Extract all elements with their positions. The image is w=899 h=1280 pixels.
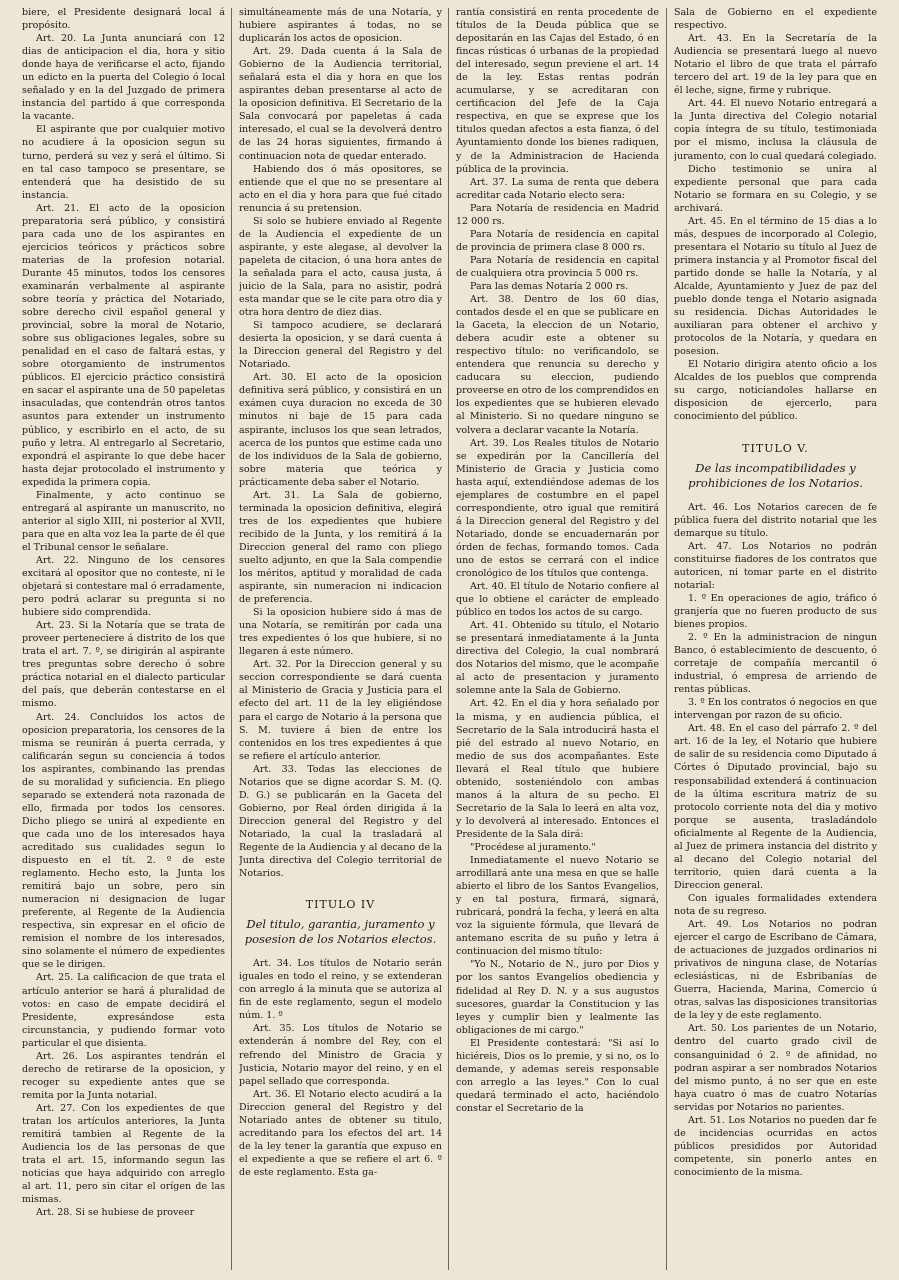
section-subheading: De las incompatibilidades y prohibiciones de los Notarios. [688,460,863,490]
paragraph: Art. 48. En el caso del párrafo 2. º del art. 16 de la ley, el Notario que hubiere de salir de su residencia como Diputado á Córtes ó Diputado provincial, bajo su responsabilidad extenderá á continuacion de la última escritura matriz de su protocolo corriente nota del dia y motivo porque se ausenta, trasladándolo oficialmente al Regente de la Audiencia, al Juez de primera instancia del distrito y al decano del Colegio notarial del territorio, quien dará cuenta a la Direccion general. [674,723,877,891]
paragraph: Art. 51. Los Notarios no pueden dar fe de incidencias ocurridas en actos públicos presididos por Autoridad competente, sin ponerlo antes en conocimiento de la misma. [674,1114,877,1178]
paragraph: Art. 47. Los Notarios no podrán constituirse fiadores de los contratos que autoricen, ni tomar parte en el distrito notarial: [674,540,877,591]
text-column-1 [22,6,225,1274]
section-subheading: Del titulo, garantia, juramento y posesion de los Notarios electos. [244,917,437,947]
paragraph: Art. 40. El título de Notario confiere al que lo obtiene el carácter de empleado público en todos los actos de su cargo. [456,581,659,619]
paragraph: Con iguales formalidades extendera nota de su regreso. [674,892,877,917]
paragraph: Art. 32. Por la Direccion general y su seccion correspondiente se dará cuenta al Ministerio de Gracia y Justicia para el efecto del art. 11 de la ley eligiéndose para el cargo de Notario á la persona que S. M. tuviere á bien de entre los contenidos en los tres expedientes á que se refiere el artículo anterior. [239,659,442,762]
paragraph: Art. 33. Todas las elecciones de Notarios que se digne acordar S. M. (Q. D. G.) se publicarán en la Gaceta del Gobierno, por Real órden dirigida á la Direccion general del Registro y del Notariado, la cual la trasladará al Regente de la Audiencia y al decano de la Junta directiva del Colegio territorial de Notarios. [239,763,442,880]
text-column-2 [239,6,442,1274]
paragraph: Art. 28. Si se hubiese de proveer [36,1207,195,1219]
paragraph: 2. º En la administracion de ningun Banco, ó establecimiento de descuento, ó corretaje de compañía mercantil ó industrial, ó empresa de arriendo de rentas públicas. [674,632,877,696]
paragraph: Art. 25. La calificacion de que trata el artículo anterior se hará á pluralidad de votos: en caso de empate decidirá el Presidente, expresándose esta circunstancia, y pudiendo formar voto particular el que disienta. [22,972,225,1049]
column-divider [448,8,449,1270]
paragraph: Art. 23. Si la Notaría que se trata de proveer perteneciere á distrito de los que trata el art. 7. º, se dirigirán al aspirante tres preguntas sobre derecho ó sobre práctica notarial en el dialecto particular del país, que deberán contestarse en el mismo. [22,620,225,710]
paragraph: Art. 44. El nuevo Notario entregará a la Junta directiva del Colegio notarial copia íntegra de su título, testimoniada por el mismo, inclusa la cláusula de juramento, con lo cual quedará colegiado. [674,98,877,162]
paragraph: Habiendo dos ó más opositores, se entiende que el que no se presentare al acto en el dia y hora para que fué citado renuncia á su pretension. [239,163,442,214]
paragraph: Art. 46. Los Notarios carecen de fe pública fuera del distrito notarial que les demarque su título. [674,501,877,539]
paragraph: "Yo N., Notario de N., juro por Dios y por los santos Evangelios obediencia y fidelidad al Rey D. N. y a sus augustos sucesores, guardar la Constitucion y las leyes y cumplir bien y lealmente las obligaciones de mi cargo." [456,959,659,1036]
paragraph: Dicho testimonio se unira al expediente personal que para cada Notario se formara en su Colegio, y se archivará. [674,163,877,214]
paragraph: Art. 29. Dada cuenta á la Sala de Gobierno de la Audiencia territorial, señalará esta el dia y hora en que los aspirantes deban presentarse al acto de la oposicion definitiva. El Secretario de la Sala convocará por papeletas á cada interesado, el cual se la devolverá dentro de las 24 horas siguientes, firmando á continuacion nota de quedar enterado. [239,46,442,162]
paragraph: Art. 30. El acto de la oposicion definitiva será público, y consistirá en un exámen cuya duracion no exceda de 30 minutos ni baje de 15 para cada aspirante, inclusos los que sean letrados, acerca de los puntos que estime cada uno de los individuos de la Sala de gobierno, sobre materia que teórica y prácticamente deba saber el Notario. [239,372,442,488]
paragraph: Art. 45. En el término de 15 dias a lo más, despues de incorporado al Colegio, presentara el Notario su título al Juez de primera instancia y al Promotor fiscal del partido donde se halle la Notaría, y al Alcalde, Ayuntamiento y Juez de paz del pueblo donde tenga el Notario asignada su residencia. Dichas Autoridades le auxiliaran para obtener el archivo y protocolos de la Notaría, y quedara en posesion. [674,215,877,358]
paragraph: El aspirante que por cualquier motivo no acudiere á la oposicion segun su turno, perderá su vez y será el último. Si en tal caso tampoco se presentare, se entenderá que ha desistido de su instancia. [22,124,225,201]
paragraph: Art. 43. En la Secretaría de la Audiencia se presentará luego al nuevo Notario el libro de que trata el párrafo tercero del art. 19 de la ley para que en él leche, signe, firme y rubrique. [674,33,877,97]
paragraph: El Notario dirigira atento oficio a los Alcaldes de los pueblos que comprenda su cargo, noticiandoles hallarse en disposicion de ejercerlo, para conocimiento del público. [674,359,877,423]
paragraph: Para Notaría de residencia en capital de cualquiera otra provincia 5 000 rs. [456,254,659,279]
paragraph: Si tampoco acudiere, se declarará desierta la oposicion, y se dará cuenta á la Direccion general del Registro y del Notariado. [239,320,442,371]
paragraph: Art. 35. Los títulos de Notario se extenderán á nombre del Rey, con el refrendo del Ministro de Gracia y Justicia, Notario mayor del reino, y en el papel sellado que corresponda. [239,1023,442,1087]
section-heading: TITULO IV [305,898,376,912]
paragraph: Si la oposicion hubiere sido á mas de una Notaría, se remitirán por cada una tres expedientes ó los que hubiere, si no llegaren á este número. [239,607,442,658]
text-column-3 [456,6,659,1274]
paragraph: Art. 31. La Sala de gobierno, terminada la oposicion definitiva, elegirá tres de los expedientes que hubiere recibido de la Junta, y los remitirá á la Direccion general del ramo con pliego suelto adjunto, en que la Sala compendie los méritos, aptitud y moralidad de cada aspirante, sin numeracion ni indicacion de preferencia. [239,489,442,606]
section-heading: TITULO V. [742,441,809,455]
paragraph: Art. 36. El Notario electo acudirá a la Direccion general del Registro y del Notariado antes de obtener su titulo, acreditando para los efectos del art. 14 de la ley tener la garantía que expuso en el expediente a que se refiere el art 6. º de este reglamento. Esta ga- [239,1088,442,1178]
paragraph: Art. 26. Los aspirantes tendrán el derecho de retirarse de la oposicion, y recoger su expediente antes que se remita por la Junta notarial. [22,1050,225,1101]
paragraph: 1. º En operaciones de agio, tráfico ó granjería que no fueren producto de sus bienes propios. [674,592,877,630]
paragraph: Finalmente, y acto continuo se entregará al aspirante un manuscrito, no anterior al siglo XIII, ni posterior al XVII, para que en alta voz lea la parte de él que el Tribunal censor le señalare. [22,489,225,553]
column-divider [666,8,667,1270]
paragraph: Art. 37. La suma de renta que debera acreditar cada Notario electo sera: [456,176,659,201]
paragraph: 3. º En los contratos ó negocios en que intervengan por razon de su oficio. [674,697,877,722]
paragraph: Sala de Gobierno en el expediente respectivo. [674,7,877,32]
paragraph: Art. 39. Los Reales títulos de Notario se expedirán por la Cancillería del Ministerio de Gracia y Justicia como hasta aquí, extendiéndose ademas de los ejemplares de costumbre en el papel correspondiente, otro igual que remitirá á la Direccion general del Registro y del Notariado, donde se encuadernarán por órden de fechas, formando tomos. Cada uno de estos se cerrará con el indice cronológico de los títulos que contenga. [456,437,659,580]
paragraph: Art. 38. Dentro de los 60 dias, contados desde el en que se publicare en la Gaceta, la eleccion de un Notario, debera acudir este a obtener su respectivo título: no verificandolo, se entendera que renuncia su derecho y caducara su eleccion, pudiendo proveerse en otro de los comprendidos en los expedientes que se hubieren elevado al Ministerio. Si no quedare ninguno se volvera a declarar vacante la Notaría. [456,294,659,436]
paragraph: Art. 27. Con los expedientes de que tratan los artículos anteriores, la Junta remitirá tambien al Regente de la Audiencia los de las personas de que trata el art. 15, informando segun las noticias que haya adquirido con arreglo al art. 11, pero sin citar el orígen de las mismas. [22,1102,225,1206]
paragraph: rantía consistirá en renta procedente de títulos de la Deuda pública que se depositarán en las Cajas del Estado, ó en fincas rústicas ó urbanas de la propiedad del interesado, segun previene el art. 14 de la ley. Estas rentas podrán acumularse, y se acreditaran con certificacion del Jefe de la Caja respectiva, en que se exprese que los titulos quedan afectos a esta fianza, ó del Ayuntamiento donde los bienes radiquen, y de la Administracion de Hacienda pública de la provincia. [456,7,659,175]
paragraph: Art. 50. Los parientes de un Notario, dentro del cuarto grado civil de consanguinidad ó 2. º de afinidad, no podran aspirar a ser nombrados Notarios del mismo punto, á no ser que en este haya cuatro ó mas de cuatro Notarías servidas por Notarios no parientes. [674,1023,877,1113]
paragraph: simultáneamente más de una Notaría, y hubiere aspirantes á todas, no se duplicarán los actos de oposicion. [239,7,442,45]
paragraph: Para las demas Notaría 2 000 rs. [470,280,629,292]
paragraph: Para Notaría de residencia en capital de provincia de primera clase 8 000 rs. [456,228,659,253]
paragraph: Inmediatamente el nuevo Notario se arrodillará ante una mesa en que se halle abierto el libro de los Santos Evangelios, y en tal postura, firmará, signará, rubricará, pondrá la fecha, y leerá en alta voz la siguiente fórmula, que llevará de antemano escrita de su puño y letra á continuacion del mismo título: [456,855,659,958]
text-column-4 [674,6,877,1274]
paragraph: Art. 20. La Junta anunciará con 12 dias de anticipacion el dia, hora y sitio donde haya de verificarse el acto, fijando un edicto en la puerta del Colegio ó local señalado y en la del Juzgado de primera instancia del partido á que corresponda la vacante. [22,33,225,123]
paragraph: Art. 34. Los títulos de Notario serán iguales en todo el reino, y se extenderan con arreglo á la minuta que se autoriza al fin de este reglamento, segun el modelo núm. 1. º [239,958,442,1022]
paragraph: Art. 49. Los Notarios no podran ejercer el cargo de Escribano de Cámara, de actuaciones de juzgados ordinarios ni privativos de ninguna clase, de Notarías eclesiásticas, ni de Esbribanías de Guerra, Hacienda, Marina, Comercio ú otras, salvas las disposiciones transitorias de la ley y de este reglamento. [674,919,877,1022]
paragraph: Art. 41. Obtenido su título, el Notario se presentará inmediatamente á la Junta directiva del Colegio, la cual nombrará dos Notarios del mismo, que le acompañe al acto de presentacion y juramento solemne ante la Sala de Gobierno. [456,620,659,697]
column-divider [231,8,232,1270]
paragraph: Art. 22. Ninguno de los censores excitará al opositor que no conteste, ni le objetará si contestare mal ó erradamente, pero podrá aclarar su pregunta si no hubiere sido comprendida. [22,554,225,619]
paragraph: El Presidente contestará: "Si así lo hiciéreis, Dios os lo premie, y si no, os lo demande, y ademas sereis responsable con arreglo a las leyes." Con lo cual quedará terminado el acto, haciéndolo constar el Secretario de la [456,1037,659,1114]
paragraph: Para Notaría de residencia en Madrid 12 000 rs. [456,202,659,227]
paragraph: Si solo se hubiere enviado al Regente de la Audiencia el expediente de un aspirante, y este alegase, al devolver la papeleta de citacion, ó una hora antes de la señalada para el acto, causa justa, á juicio de la Sala, para no asistir, podrá esta mandar que se le cite para otro dia y otra hora dentro de diez dias. [239,215,442,319]
paragraph: Art. 24. Concluidos los actos de oposicion preparatoria, los censores de la misma se reunirán á puerta cerrada, y calificarán segun su conciencia á todos los aspirantes, combinando las prendas de su moralidad y suficiencia. En pliego separado se extenderá nota razonada de ello, firmada por todos los censores. Dicho pliego se unirá al expediente en que cada uno de los interesados haya acreditado sus cualidades segun lo dispuesto en el tít. 2. º de este reglamento. Hecho esto, la Junta los remitirá bajo un sobre, pero sin numeracion ni designacion de lugar preferente, al Regente de la Audiencia respectiva, sin expresar en el oficio de remision el nombre de los interesados, sino solamente el número de expedientes que se le dirigen. [22,711,225,971]
paragraph: Art. 42. En el dia y hora señalado por la misma, y en audiencia pública, el Secretario de la Sala introducirá hasta el pié del estrado al nuevo Notario, en medio de sus dos acompañantes. Este llevará el Real título que hubiere obtenido, sosteniéndolo con ambas manos á la altura de su pecho. El Secretario de la Sala lo leerá en alta voz, y lo devolverá al interesado. Entonces el Presidente de la Sala dirá: [456,698,659,840]
paragraph: "Procédese al juramento." [470,842,596,853]
paragraph: Art. 21. El acto de la oposicion preparatoria será público, y consistirá para cada uno de los aspirantes en ejercicios teóricos y prácticos sobre materias de la profesion notarial. Durante 45 minutos, todos los censores examinarán verbalmente al aspirante sobre teoría y práctica del Notariado, sobre derecho civil español general y provincial, sobre la moral de Notario, sobre sus obligaciones legales, sobre su penalidad en el caso de faltará estas, y sobre otorgamiento de instrumentos públicos. El ejercicio práctico consistirá en sacar el aspirante una de 50 papeletas insaculadas, que contendrán otros tantos asuntos para extender un instrumento público, y escribirlo en el acto, de su puño y letra. Al entregarlo al Secretario, expondrá el aspirante lo que debe hacer hasta dejar protocolado el instrumento y expedida la primera copia. [22,202,225,488]
paragraph: biere, el Presidente designará local á propósito. [22,7,225,32]
